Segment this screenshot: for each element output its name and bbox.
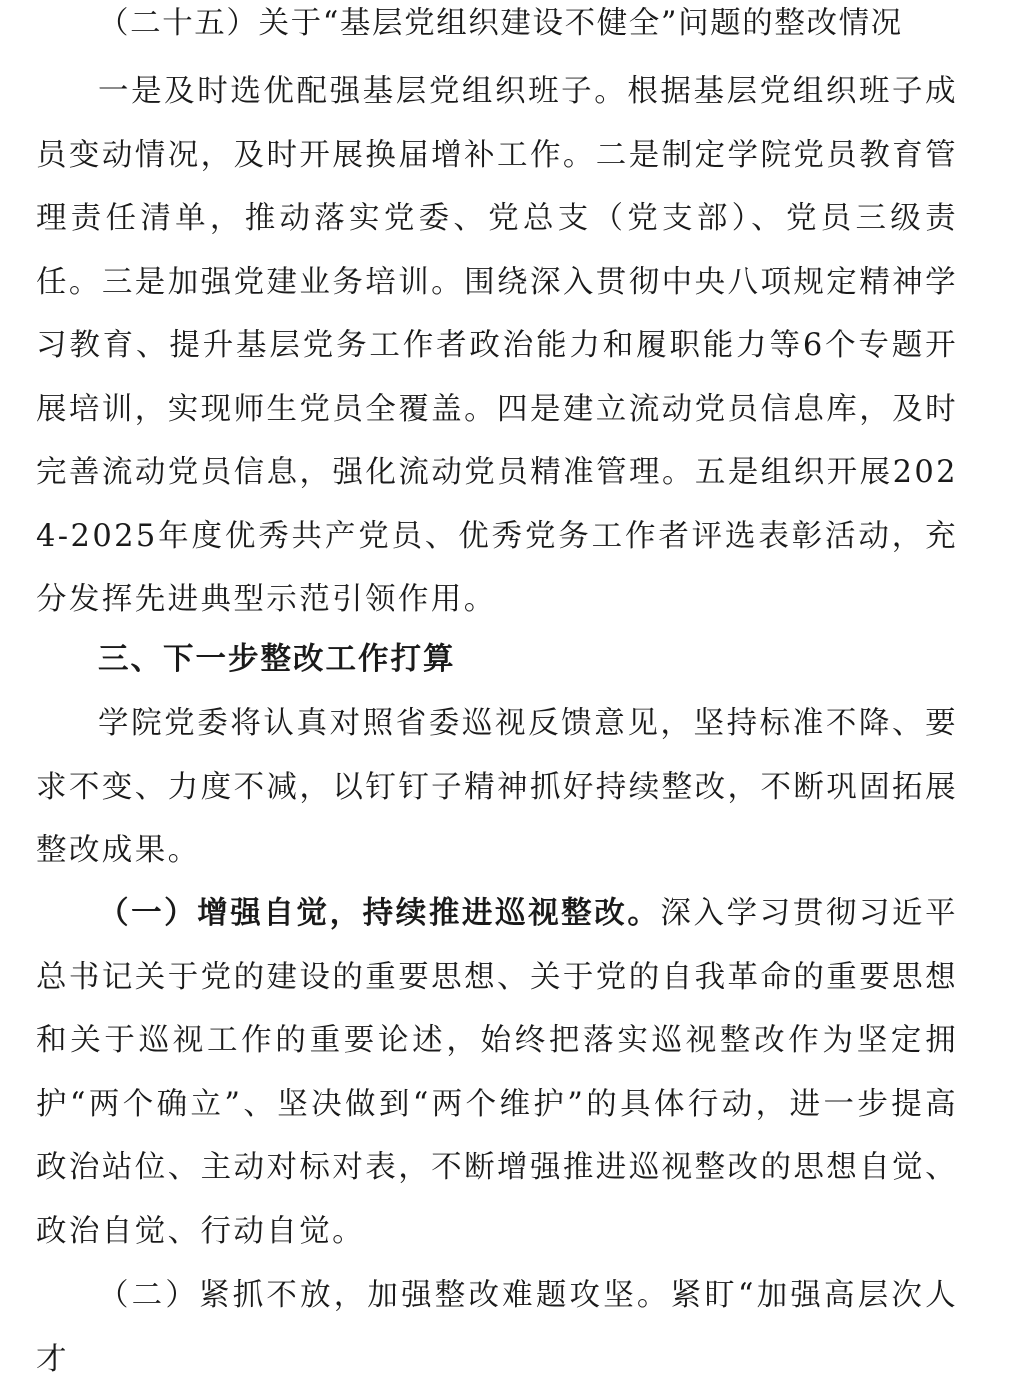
- paragraph-rectification-measures: 一是及时选优配强基层党组织班子。根据基层党组织班子成员变动情况，及时开展换届增补工作。二是制定学院党员教育管理责任清单，推动落实党委、党总支（党支部）、党员三级责任。三是加强党建业务培训。围绕深入贯彻中央八项规定精神学习教育、提升基层党务工作者政治能力和履职能力等6个专题开展培训，实现师生党员全覆盖。四是建立流动党员信息库，及时完善流动党员信息，强化流动党员精准管理。五是组织开展2024-2025年度优秀共产党员、优秀党务工作者评选表彰活动，充分发挥先进典型示范引领作用。: [36, 74, 958, 617]
- section-heading-next-steps: 三、下一步整改工作打算: [98, 642, 456, 677]
- paragraph-item-1: [36, 882, 958, 1263]
- item-1-lead: （一）增强自觉，持续推进巡视整改。: [98, 896, 661, 931]
- paragraph-next-steps-intro: 学院党委将认真对照省委巡视反馈意见，坚持标准不降、要求不变、力度不减，以钉钉子精神抓好持续整改，不断巩固拓展整改成果。: [36, 706, 958, 868]
- subsection-heading-25: （二十五）关于“基层党组织建设不健全”问题的整改情况: [98, 6, 903, 41]
- item-1-body: 深入学习贯彻习近平总书记关于党的建设的重要思想、关于党的自我革命的重要思想和关于巡视工作的重要论述，始终把落实巡视整改作为坚定拥护“两个确立”、坚决做到“两个维护”的具体行动，进一步提高政治站位、主动对标对表，不断增强推进巡视整改的思想自觉、政治自觉、行动自觉。: [36, 896, 958, 1249]
- item-2-body: 紧盯“加强高层次人才: [36, 1278, 958, 1377]
- paragraph-item-2: [36, 1264, 958, 1391]
- item-2-lead: （二）紧抓不放，加强整改难题攻坚。: [98, 1278, 671, 1313]
